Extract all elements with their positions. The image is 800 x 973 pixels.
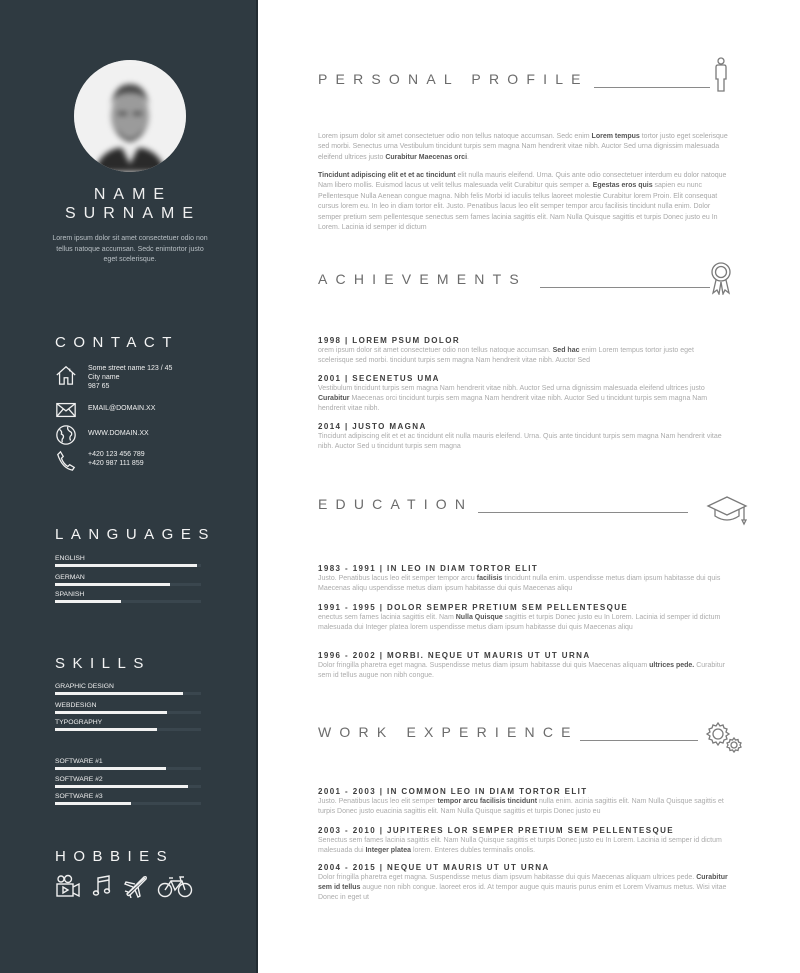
skill-software-2 bbox=[55, 775, 201, 788]
envelope-icon bbox=[55, 399, 77, 421]
achievement-entry bbox=[318, 335, 728, 366]
skill-label: SOFTWARE #3 bbox=[55, 793, 103, 800]
skill-bar bbox=[55, 785, 201, 788]
entry-body: Dolor fringilla pharetra eget magna. Suspendisse metus diam ipsum habitasse dui quis Maecenas aliquam ultrices pede. Curabitur sem id tellus augue non nibh congue. bbox=[318, 662, 725, 679]
entry-title: 2003 - 2010 | JUPITERES LOR SEMPER PRETIUM SEM PELLENTESQUE bbox=[318, 826, 675, 835]
entry-title: 2014 | JUSTO MAGNA bbox=[318, 422, 427, 431]
language-spanish bbox=[55, 590, 201, 603]
skills-heading: SKILLS bbox=[55, 655, 151, 672]
divider-line bbox=[540, 287, 710, 289]
profile-paragraph-1: Lorem ipsum dolor sit amet consectetuer odio non tellus natoque accumsan. Sedc enim Lorem tempus tortor justo eget scelerisque sed morbi. Senectus urna Vestibulum tincidunt turpis sem magna Nam hendrerit vitae nibh. Auctor Sed urna dignissim malesuada eleifend ultrices justo Curabitur Maecenas orci. bbox=[318, 133, 728, 161]
first-name: NAME bbox=[93, 186, 173, 203]
language-german bbox=[55, 573, 201, 586]
graduation-cap-icon bbox=[706, 494, 748, 526]
skill-label: SOFTWARE #2 bbox=[55, 776, 103, 783]
language-english bbox=[55, 554, 201, 567]
video-camera-icon bbox=[55, 874, 81, 898]
skill-bar bbox=[55, 767, 201, 770]
avatar bbox=[74, 60, 186, 172]
person-icon bbox=[712, 57, 730, 93]
achievements-section-header bbox=[318, 255, 748, 295]
skill-label: GRAPHIC DESIGN bbox=[55, 683, 114, 690]
skill-software-3 bbox=[55, 792, 201, 805]
bio-text: Lorem ipsum dolor sit amet consectetuer odio non tellus natoque accumsan. Sedc enimtortor justo eget scelerisque. bbox=[52, 235, 208, 263]
education-entry bbox=[318, 563, 728, 594]
entry-title: 1991 - 1995 | DOLOR SEMPER PRETIUM SEM PELLENTESQUE bbox=[318, 603, 629, 612]
entry-body: enectus sem fames lacinia sagittis elit. Nam Nulla Quisque sagittis et turpis Donec justo eu In Lorem. Lacinia id semper id dictum malesuada dui Integer platea lorem uspendisse metus diam ipsum habitasse dui quis Maecenas aliqu bbox=[318, 614, 721, 631]
award-ribbon-icon bbox=[710, 261, 732, 295]
work-title: WORK EXPERIENCE bbox=[318, 724, 579, 740]
skill-software-1 bbox=[55, 757, 201, 770]
entry-title: 1998 | LOREM PSUM DOLOR bbox=[318, 336, 461, 345]
skill-label: SOFTWARE #1 bbox=[55, 758, 103, 765]
address-line-3: 987 65 bbox=[88, 383, 110, 390]
languages-heading: LANGUAGES bbox=[55, 526, 216, 543]
education-section-header bbox=[318, 480, 748, 520]
education-entry bbox=[318, 650, 728, 681]
language-label: GERMAN bbox=[55, 574, 85, 581]
home-icon bbox=[55, 364, 77, 386]
education-title: EDUCATION bbox=[318, 496, 474, 512]
entry-title: 1996 - 2002 | MORBI. NEQUE UT MAURIS UT UT URNA bbox=[318, 651, 591, 660]
work-entry bbox=[318, 825, 728, 856]
language-bar bbox=[55, 564, 201, 567]
portrait-photo bbox=[74, 60, 186, 172]
hobbies-heading: HOBBIES bbox=[55, 848, 175, 865]
language-bar bbox=[55, 583, 201, 586]
language-label: SPANISH bbox=[55, 591, 85, 598]
phone-icon bbox=[55, 450, 77, 472]
contact-heading: CONTACT bbox=[55, 334, 179, 351]
phone-1: +420 123 456 789 bbox=[88, 451, 145, 458]
achievement-entry bbox=[318, 373, 728, 414]
entry-title: 2001 - 2003 | IN COMMON LEO IN DIAM TORTOR ELIT bbox=[318, 787, 588, 796]
contact-address bbox=[55, 364, 172, 391]
entry-title: 1983 - 1991 | IN LEO IN DIAM TORTOR ELIT bbox=[318, 564, 539, 573]
bicycle-icon bbox=[157, 874, 193, 898]
skill-typography bbox=[55, 718, 201, 731]
airplane-icon bbox=[123, 874, 149, 898]
entry-body: Justo. Penatibus lacus leo elit semper tempor arcu facilisis tincidunt nulla enim. acinia sagittis elit. Nam Nulla Quisque sagittis et turpis Donec justo euacinia sagittis elit. Nam Nulla Quisque sagittis et turpis Donec justo eu bbox=[318, 798, 724, 815]
address-line-2: City name bbox=[88, 374, 120, 381]
website-link[interactable]: WWW.DOMAIN.XX bbox=[88, 430, 149, 437]
contact-website bbox=[55, 424, 149, 446]
skill-bar bbox=[55, 711, 201, 714]
phone-2: +420 987 111 859 bbox=[88, 460, 144, 467]
skill-bar bbox=[55, 692, 201, 695]
entry-body: orem ipsum dolor sit amet consectetuer odio non tellus natoque accumsan. Sed hac enim Lorem tempus tortor justo eget scelerisque sed morbi. tincidunt turpis sem magna Nam hendrerit vitae nibh. Auctor Sed bbox=[318, 347, 694, 364]
skill-graphic-design bbox=[55, 682, 201, 695]
skill-webdesign bbox=[55, 701, 201, 714]
last-name: SURNAME bbox=[64, 205, 201, 222]
gears-icon bbox=[704, 720, 744, 754]
music-note-icon bbox=[89, 874, 115, 898]
profile-section-header bbox=[318, 55, 748, 95]
language-bar bbox=[55, 600, 201, 603]
work-section-header bbox=[318, 708, 748, 748]
entry-body: Dolor fringilla pharetra eget magna. Suspendisse metus diam ipsvum habitasse dui quis Maecenas aliquam ultrices pede. Curabitur sem id tellus augue non nibh congue. laoreet eros id. At tempor augue quis mauris purus enim et Lorem Vivamus metus. Wisi vitae Donec in eget ut bbox=[318, 874, 728, 901]
skill-label: WEBDESIGN bbox=[55, 702, 97, 709]
entry-title: 2004 - 2015 | NEQUE UT MAURIS UT UT URNA bbox=[318, 863, 550, 872]
work-entry bbox=[318, 786, 728, 817]
divider-line bbox=[580, 740, 698, 742]
work-entry bbox=[318, 862, 728, 903]
contact-phone bbox=[55, 450, 145, 472]
skill-bar bbox=[55, 802, 201, 805]
divider-line bbox=[478, 512, 688, 514]
entry-body: Tincidunt adipiscing elit et et ac tincidunt elit nulla mauris eleifend. Urna. Quis ante tincidunt turpis sem magna Nam hendrerit vitae nibh. Auctor Sed u tincidunt turpis sem magna bbox=[318, 433, 722, 450]
sidebar bbox=[0, 0, 258, 973]
globe-icon bbox=[55, 424, 77, 446]
address-line-1: Some street name 123 / 45 bbox=[88, 365, 173, 372]
skill-label: TYPOGRAPHY bbox=[55, 719, 103, 726]
language-label: ENGLISH bbox=[55, 555, 85, 562]
profile-title: PERSONAL PROFILE bbox=[318, 71, 589, 87]
entry-body: Justo. Penatibus lacus leo elit semper tempor arcu facilisis tincidunt nulla enim. uspendisse metus diam ipsum habitasse dui quis Maecenas aliqu uspendisse metus diam ipsum habitasse dui quis Maecenas aliqu bbox=[318, 575, 721, 592]
entry-body: Senectus sem fames lacinia sagittis elit. Nam Nulla Quisque sagittis et turpis Donec justo eu In Lorem. Lacinia id semper id dictum malesuada dui Integer platea lorem. Enteres dubles terminalis onolis. bbox=[318, 837, 722, 854]
email-link[interactable]: EMAIL@DOMAIN.XX bbox=[88, 405, 156, 412]
skill-bar bbox=[55, 728, 201, 731]
entry-title: 2001 | SECENETUS UMA bbox=[318, 374, 440, 383]
entry-body: Vestibulum tincidunt turpis sem magna Nam hendrerit vitae nibh. Auctor Sed urna dignissim malesuada eleifend ultrices justo Curabitur Maecenas orci tincidunt turpis sem magna Nam hendrerit vitae nibh. Auctor Sed u tincidunt turpis sem magna Nam hendrerit vitae nibh. bbox=[318, 385, 708, 412]
hobbies-icons bbox=[55, 874, 193, 898]
divider-line bbox=[594, 87, 710, 89]
contact-email bbox=[55, 399, 155, 421]
profile-paragraph-2: Tincidunt adipiscing elit et et ac tincidunt elit nulla mauris eleifend. Urna. Quis ante odio consectetuer interdum eu dolor natoque Nam libero mollis. Euismod lacus ut velit tellus malesuada velit Curabitur quis semper a. Egestas eros quis sapien eu nunc Pellentesque Nulla Aenean congue magna. Nibh felis Morbi id iaculis tellus laoreet molestie Curabitur lorem Proin. Elit consequat cursus lorem eu. In leo in diam tortor elit. Justo. Penatibus lacus leo elit semper tempor arcu facilisis tincidunt nulla enim. Dolor semper pretium sem pellentesque senectus sem fames lacinia sagittis elit. Nam Nulla Quisque sagittis et turpis Donec justo eu In Lorem. Lacinia id semper id dictum bbox=[318, 172, 727, 232]
achievement-entry bbox=[318, 421, 728, 452]
education-entry bbox=[318, 602, 728, 633]
achievements-title: ACHIEVEMENTS bbox=[318, 271, 527, 287]
